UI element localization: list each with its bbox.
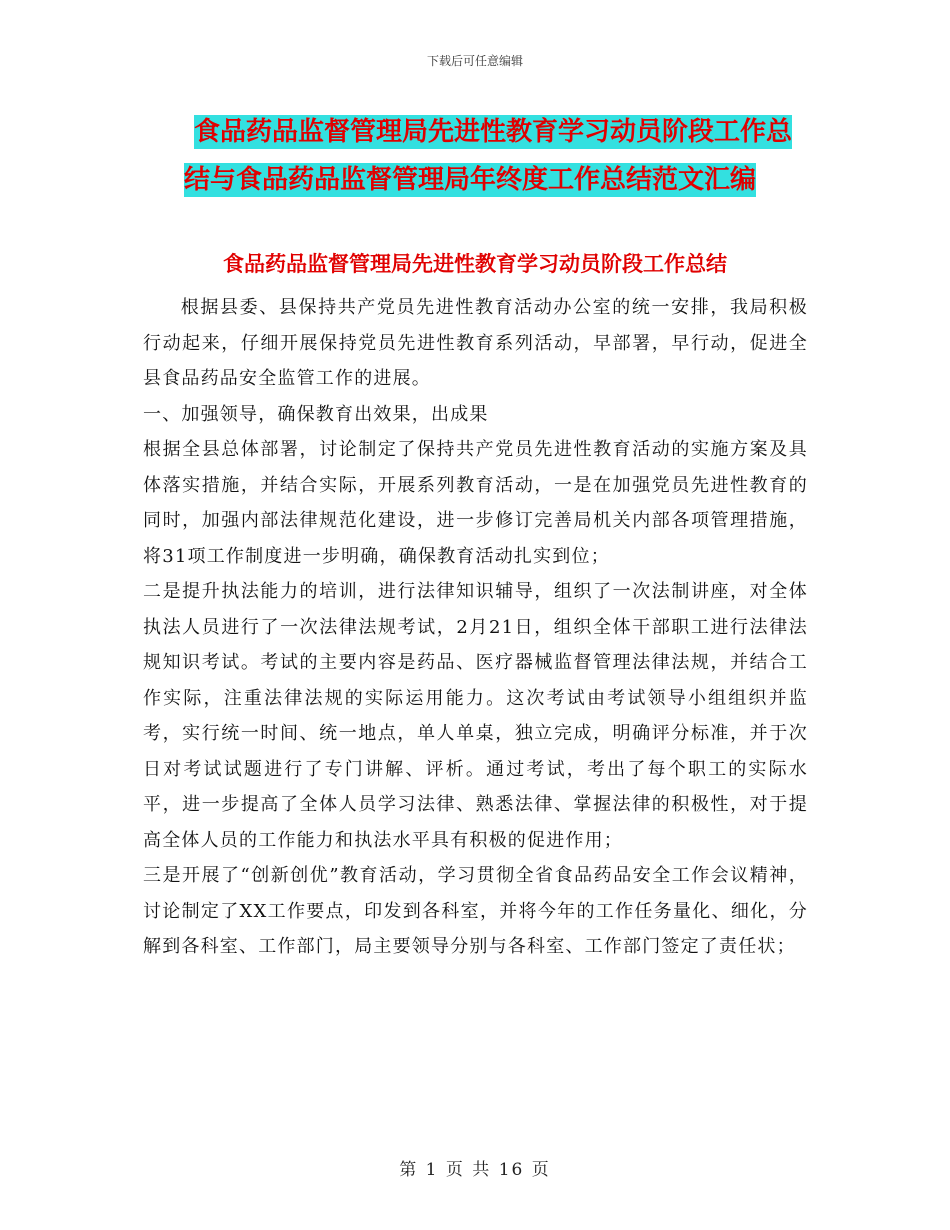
- document-title-line-2: [150, 156, 830, 204]
- document-body: [143, 290, 808, 965]
- heading-one: 一、加强领导，确保教育出效果，出成果: [143, 403, 489, 425]
- page-number: 第 1 页 共 16 页: [399, 1160, 551, 1180]
- paragraph-intro: 根据县委、县保持共产党员先进性教育活动办公室的统一安排，我局积极行动起来，仔细开展保持党员先进性教育系列活动，早部署，早行动，促进全县食品药品安全监管工作的进展。: [143, 297, 808, 389]
- document-title-line-1: [150, 108, 830, 156]
- title-highlight-2: 结与食品药品监督管理局年终度工作总结范文汇编: [184, 165, 757, 195]
- title-highlight-1: 食品药品监督管理局先进性教育学习动员阶段工作总: [194, 117, 793, 147]
- paragraph-three: 三是开展了“创新创优”教育活动，学习贯彻全省食品药品安全工作会议精神，讨论制定了XX工作要点，印发到各科室，并将今年的工作任务量化、细化，分解到各科室、工作部门，局主要领导分别与各科室、工作部门签定了责任状；: [143, 865, 808, 957]
- paragraph-two: 二是提升执法能力的培训，进行法律知识辅导，组织了一次法制讲座，对全体执法人员进行了一次法律法规考试，2月21日，组织全体干部职工进行法律法规知识考试。考试的主要内容是药品、医疗器械监督管理法律法规，并结合工作实际，注重法律法规的实际运用能力。这次考试由考试领导小组组织并监考，实行统一时间、统一地点，单人单桌，独立完成，明确评分标准，并于次日对考试试题进行了专门讲解、评析。通过考试，考出了每个职工的实际水平，进一步提高了全体人员学习法律、熟悉法律、掌握法律的积极性，对于提高全体人员的工作能力和执法水平具有积极的促进作用；: [143, 581, 808, 851]
- document-title: [150, 108, 830, 204]
- section-title: 食品药品监督管理局先进性教育学习动员阶段工作总结: [223, 252, 727, 276]
- paragraph-one: 根据全县总体部署，讨论制定了保持共产党员先进性教育活动的实施方案及具体落实措施，并结合实际，开展系列教育活动，一是在加强党员先进性教育的同时，加强内部法律规范化建设，进一步修订完善局机关内部各项管理措施，将31项工作制度进一步明确，确保教育活动扎实到位；: [143, 439, 808, 567]
- page-header-note: 下载后可任意编辑: [426, 54, 523, 68]
